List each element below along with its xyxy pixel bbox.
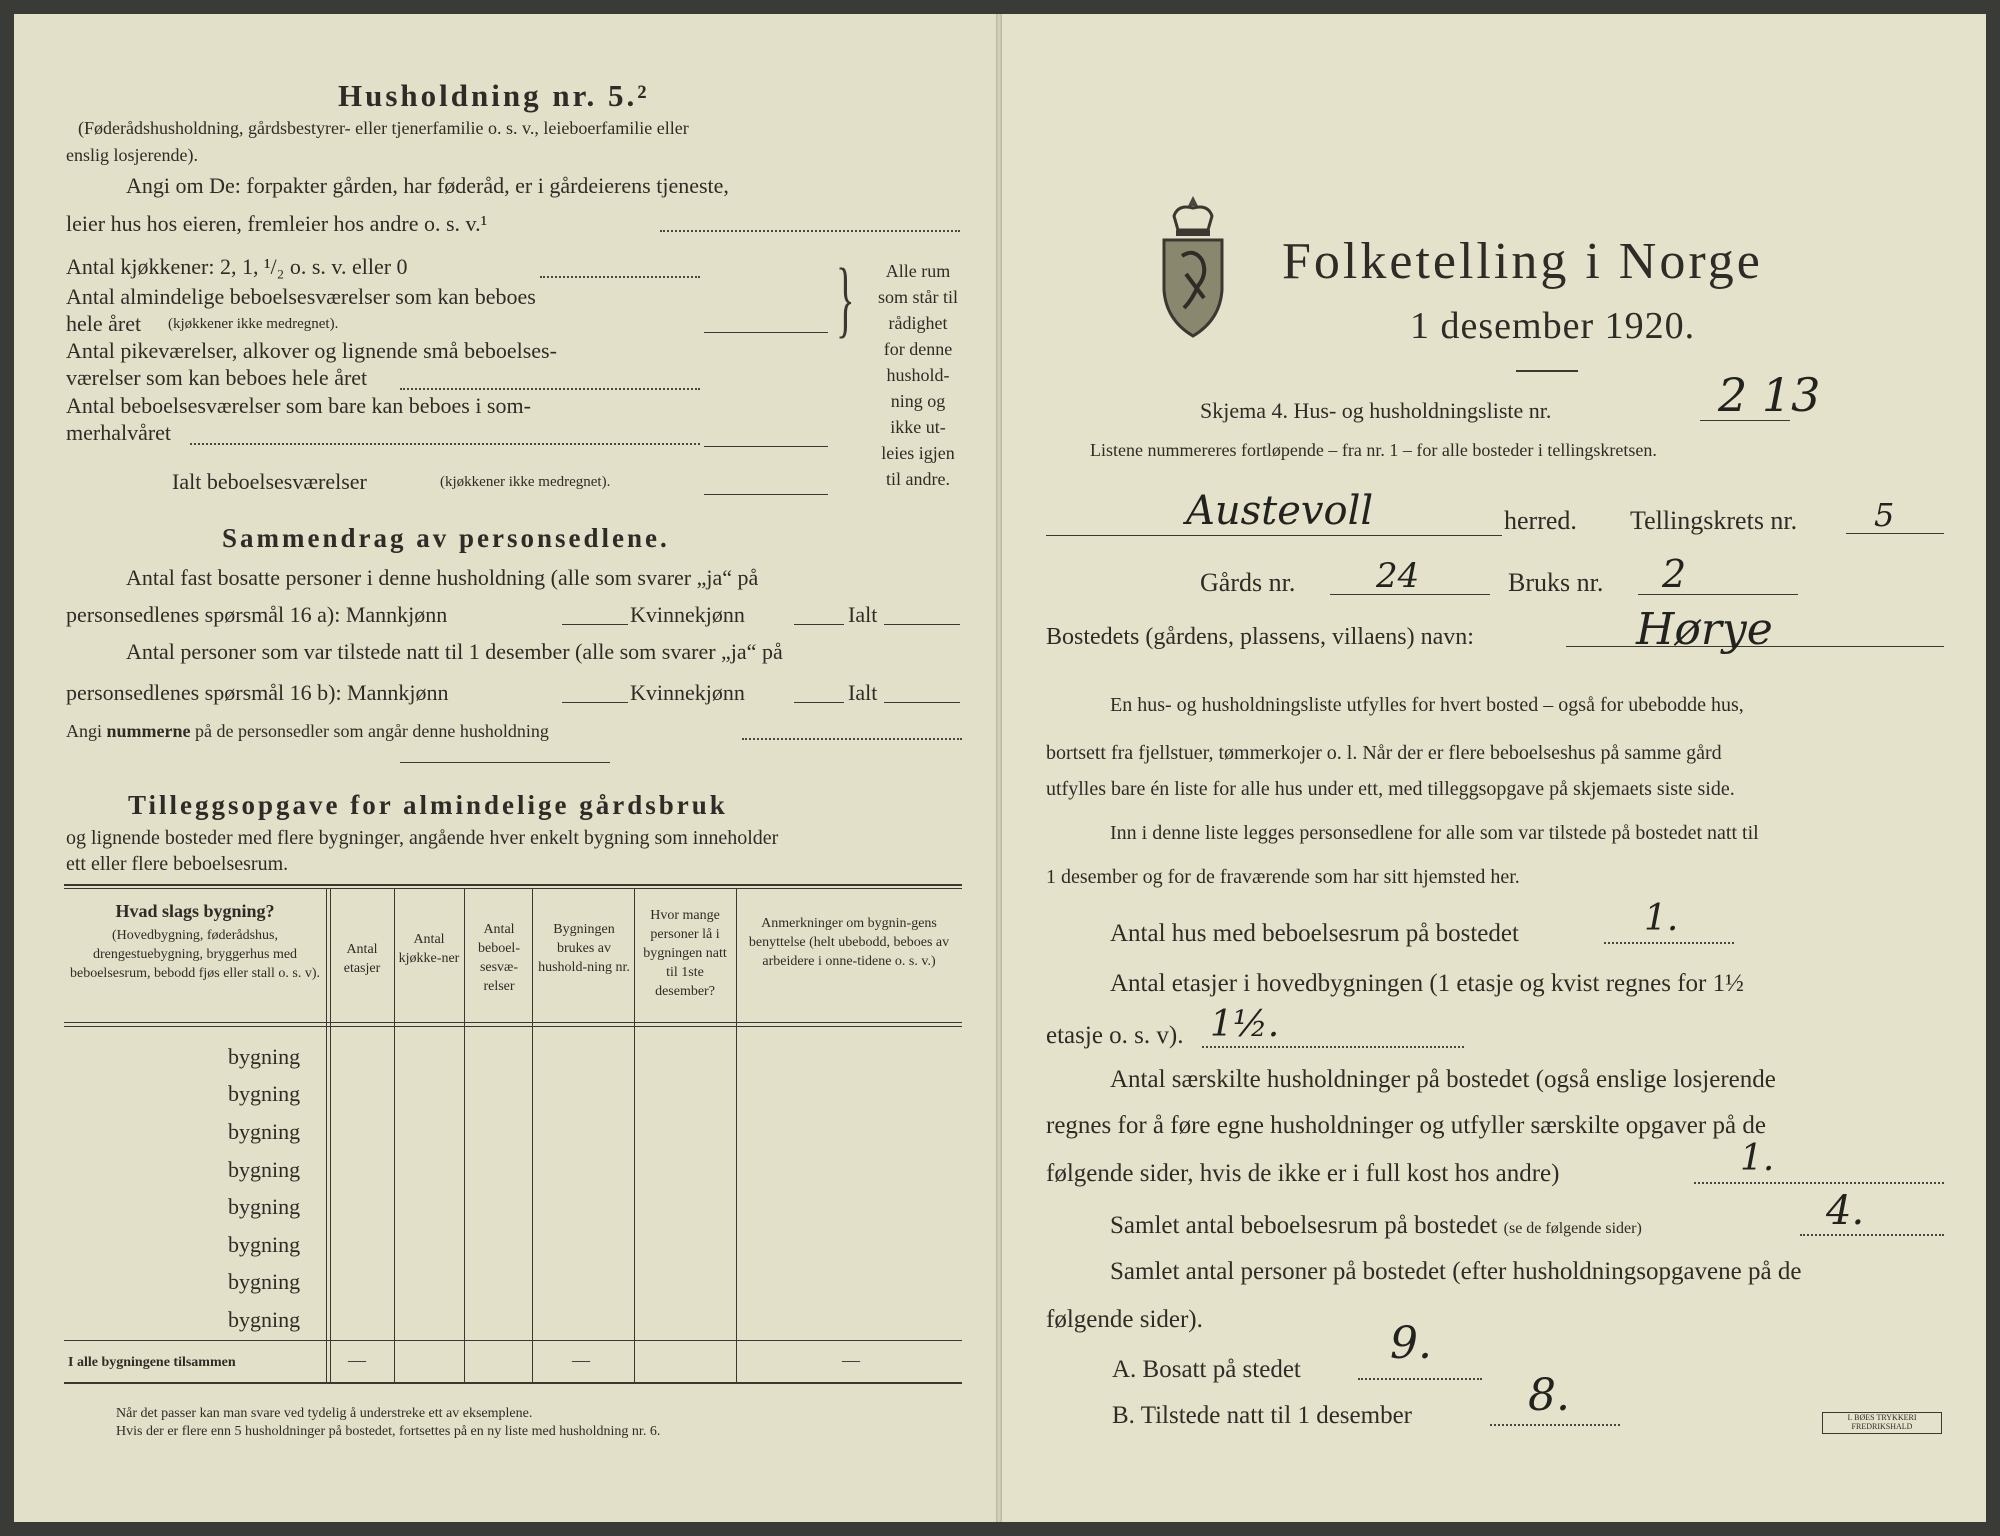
ialt-a-label: Ialt	[848, 602, 878, 627]
total-rooms-label: Ialt beboelsesværelser	[172, 469, 367, 494]
brace-note	[862, 258, 974, 492]
q-hush-line-2: regnes for å føre egne husholdninger og utfyller særskilte opgaver på de	[1046, 1112, 1766, 1139]
b-tilstede-answer-line	[1490, 1424, 1620, 1426]
table-bottom-line	[64, 1382, 962, 1384]
brace-note-line: rådighet	[888, 313, 948, 333]
q-etasjer-answer-line	[1202, 1046, 1464, 1048]
col-divider	[326, 888, 327, 1382]
herred-answer-line	[1046, 535, 1502, 536]
tillegg-line-1: og lignende bosteder med flere bygninger, angående hver enkelt bygning som inneholder	[66, 827, 779, 849]
q-hush-line-3: følgende sider, hvis de ikke er i full kost hos andre)	[1046, 1160, 1560, 1187]
angi-line-2: leier hus hos eieren, fremleier hos andre o. s. v.¹	[66, 211, 488, 236]
q-rum-value: 4.	[1826, 1188, 1865, 1234]
para1-line-3: utfylles bare én liste for alle hus under ett, med tilleggsopgave på skjemaets siste side.	[1046, 778, 1735, 800]
q-hus-label: Antal hus med beboelsesrum på bostedet	[1110, 920, 1519, 947]
col-divider	[532, 888, 533, 1382]
herred-label: herred.	[1504, 506, 1577, 535]
table-row: bygning	[228, 1157, 301, 1182]
brace-note-line: leies igjen	[881, 443, 955, 463]
summary-line-2: personsedlenes spørsmål 16 a): Mannkjønn	[66, 602, 448, 627]
kvinne-b-answer	[794, 702, 844, 703]
table-row: bygning	[228, 1044, 301, 1069]
table-total-label: I alle bygningene tilsammen	[68, 1355, 236, 1370]
col-divider	[634, 888, 635, 1382]
para2-line-1: Inn i denne liste legges personsedlene for alle som var tilstede på bostedet natt til	[1110, 822, 1759, 844]
ialt-b-answer	[884, 702, 960, 703]
col-head-anmerkninger: Anmerkninger om bygnin-gens benyttelse (helt ubebodd, beboes av arbeidere i onne-tidene o. s. v.)	[748, 916, 950, 969]
q-etasjer-value: 1½.	[1210, 1004, 1280, 1045]
kitchens-label: Antal kjøkkener: 2, 1, ¹/₂ o. s. v. eller 0	[66, 254, 408, 279]
col-divider	[736, 888, 737, 1382]
census-date: 1 desember 1920.	[1410, 305, 1696, 347]
a-bosatt-answer-line	[1358, 1378, 1482, 1380]
section-divider	[400, 762, 610, 763]
col-head-etasjer: Antal etasjer	[343, 942, 381, 976]
bosted-label: Bostedets (gårdens, plassens, villaens) navn:	[1046, 624, 1474, 650]
brace-note-line: hushold-	[886, 365, 950, 385]
para2-line-2: 1 desember og for de fraværende som har sitt hjemsted her.	[1046, 866, 1520, 888]
brace-note-line: Alle rum	[885, 261, 951, 281]
q-rum-note: (se de følgende sider)	[1503, 1220, 1642, 1237]
ialt-a-answer	[884, 624, 960, 625]
krets-label: Tellingskrets nr.	[1630, 506, 1798, 535]
summer-label-1: Antal beboelsesværelser som bare kan beboes i som-	[66, 393, 531, 418]
nummerne-answer-line	[742, 738, 962, 740]
q-pers-line-2: følgende sider).	[1046, 1306, 1203, 1333]
col-divider	[394, 888, 395, 1382]
summary-line-3: Antal personer som var tilstede natt til 1 desember (alle som svarer „ja“ på	[126, 639, 783, 664]
brace-note-line: som står til	[878, 287, 958, 307]
col-head-type-note: (Hovedbygning, føderådshus, drengestuebygning, bryggerhus med beboelsesrum, bebodd fjøs eller stall o. s. v).	[70, 928, 321, 981]
col-head-kjokkener: Antal kjøkke-ner	[398, 932, 460, 966]
brace-note-line: ikke ut-	[890, 417, 946, 437]
intro-line-2: enslig losjerende).	[66, 145, 198, 165]
q-hush-answer-line	[1694, 1182, 1944, 1184]
col-head-beboelsesrum: Antal beboel-sesvæ-relser	[478, 922, 520, 994]
printer-stamp	[1822, 1412, 1942, 1434]
mann-b-answer	[562, 702, 628, 703]
tillegg-line-2: ett eller flere beboelsesrum.	[66, 853, 289, 875]
table-row: bygning	[228, 1269, 301, 1294]
foot-note-1: Når det passer kan man svare ved tydelig å understreke ett av eksemplene.	[116, 1406, 533, 1421]
pike-label-1: Antal pikeværelser, alkover og lignende små beboelses-	[66, 338, 557, 363]
summer-answer-line	[704, 446, 828, 447]
foot-note-2: Hvis der er flere enn 5 husholdninger på bostedet, fortsettes på en ny liste med husholdning nr. 6.	[116, 1424, 661, 1439]
household-title: Husholdning nr. 5.²	[338, 78, 650, 113]
b-tilstede-label: B. Tilstede natt til 1 desember	[1112, 1402, 1412, 1429]
pike-label-2: værelser som kan beboes hele året	[66, 365, 368, 390]
a-bosatt-value: 9.	[1390, 1318, 1432, 1369]
bruks-value: 2	[1662, 552, 1687, 596]
q-hus-value: 1.	[1644, 898, 1679, 939]
brace-note-line: til andre.	[886, 469, 950, 489]
summer-dots	[190, 443, 700, 445]
angi-post: på de personsedler som angår denne husholdning	[195, 721, 549, 741]
brace-mark: }	[836, 250, 855, 346]
kitchens-dots	[540, 276, 700, 278]
angi-answer-line	[660, 230, 960, 232]
q-etasjer-line-1: Antal etasjer i hovedbygningen (1 etasje og kvist regnes for 1½	[1110, 970, 1744, 997]
krets-answer-line	[1846, 533, 1944, 534]
col-head-personer: Hvor mange personer lå i bygningen natt til 1ste desember?	[643, 908, 727, 999]
summary-line-1: Antal fast bosatte personer i denne husholdning (alle som svarer „ja“ på	[126, 565, 759, 590]
angi-pre: Angi	[66, 721, 102, 741]
table-top-line	[64, 884, 962, 886]
page-fold	[996, 14, 1002, 1522]
col-head-husholdning: Bygningen brukes av hushold-ning nr.	[538, 922, 630, 975]
q-pers-line-1: Samlet antal personer på bostedet (efter husholdningsopgavene på de	[1110, 1258, 1802, 1285]
q-hush-value: 1.	[1740, 1138, 1775, 1179]
q-etasjer-line-2: etasje o. s. v).	[1046, 1022, 1184, 1049]
table-row: bygning	[228, 1307, 301, 1332]
table-top-line-2	[64, 888, 962, 889]
pike-dots	[400, 388, 700, 390]
q-hus-answer-line	[1604, 942, 1734, 944]
q-rum-text: Samlet antal beboelsesrum på bostedet	[1110, 1212, 1498, 1239]
brace-note-line: for denne	[883, 339, 953, 359]
kvinne-a-answer	[794, 624, 844, 625]
summary-title: Sammendrag av personsedlene.	[222, 523, 670, 553]
table-header-line-2	[64, 1026, 962, 1027]
living-label-2: hele året	[66, 311, 142, 336]
q-hush-line-1: Antal særskilte husholdninger på bostedet (også enslige losjerende	[1110, 1066, 1776, 1093]
table-row: bygning	[228, 1194, 301, 1219]
table-row: bygning	[228, 1081, 301, 1106]
printer-stamp-line: FREDRIKSHALD	[1851, 1422, 1913, 1431]
gards-label: Gårds nr.	[1200, 568, 1296, 597]
b-tilstede-value: 8.	[1528, 1370, 1570, 1421]
total-rooms-note: (kjøkkener ikke medregnet).	[440, 474, 611, 490]
total-husholdning-dash: —	[572, 1350, 590, 1370]
living-label-1: Antal almindelige beboelsesværelser som kan beboes	[66, 284, 536, 309]
title-divider	[1516, 370, 1578, 372]
para1-line-2: bortsett fra fjellstuer, tømmerkojer o. l. Når der er flere beboelseshus på samme gård	[1046, 742, 1722, 764]
mann-a-answer	[562, 624, 628, 625]
census-title: Folketelling i Norge	[1282, 233, 1763, 290]
printer-stamp-line: I. BØES TRYKKERI	[1847, 1413, 1917, 1422]
a-bosatt-label: A. Bosatt på stedet	[1112, 1356, 1301, 1383]
herred-value: Austevoll	[1186, 488, 1374, 534]
col-divider	[464, 888, 465, 1382]
bosted-value: Hørye	[1636, 604, 1773, 655]
intro-line-1: (Føderådshusholdning, gårdsbestyrer- eller tjenerfamilie o. s. v., leieboerfamilie eller	[78, 118, 689, 138]
para1-line-1: En hus- og husholdningsliste utfylles for hvert bosted – også for ubebodde hus,	[1110, 694, 1744, 716]
summary-line-4: personsedlenes spørsmål 16 b): Mannkjønn	[66, 680, 449, 705]
gards-value: 24	[1376, 556, 1420, 596]
living-answer-line	[704, 332, 828, 333]
skjema-value: 2 13	[1718, 368, 1821, 422]
table-row: bygning	[228, 1232, 301, 1257]
bruks-label: Bruks nr.	[1508, 568, 1604, 597]
table-row: bygning	[228, 1119, 301, 1144]
krets-value: 5	[1874, 496, 1895, 534]
angi-nummerne	[66, 721, 549, 742]
table-header-line	[64, 1022, 962, 1023]
total-rooms-answer-line	[704, 494, 828, 495]
ialt-b-label: Ialt	[848, 680, 878, 705]
left-page	[14, 14, 998, 1522]
kvinne-b-label: Kvinnekjønn	[630, 680, 745, 705]
total-etasjer-dash: —	[348, 1350, 366, 1370]
q-rum-label	[1110, 1212, 1642, 1240]
living-label-note: (kjøkkener ikke medregnet).	[168, 316, 339, 332]
skjema-label: Skjema 4. Hus- og husholdningsliste nr.	[1200, 398, 1552, 423]
kvinne-a-label: Kvinnekjønn	[630, 602, 745, 627]
coat-of-arms-icon	[1158, 194, 1228, 342]
col-head-type: Hvad slags bygning?	[115, 901, 275, 921]
total-anmerk-dash: —	[842, 1350, 860, 1370]
tillegg-title: Tilleggsopgave for almindelige gårdsbruk	[128, 790, 728, 820]
angi-line-1: Angi om De: forpakter gården, har føderåd, er i gårdeierens tjeneste,	[126, 173, 729, 198]
q-rum-answer-line	[1800, 1234, 1944, 1236]
angi-bold: nummerne	[106, 721, 191, 741]
listene-note: Listene nummereres fortløpende – fra nr. 1 – for alle bosteder i tellingskretsen.	[1090, 440, 1657, 460]
summer-label-2: merhalvåret	[66, 420, 172, 445]
brace-note-line: ning og	[890, 391, 946, 411]
table-total-line	[64, 1340, 962, 1341]
